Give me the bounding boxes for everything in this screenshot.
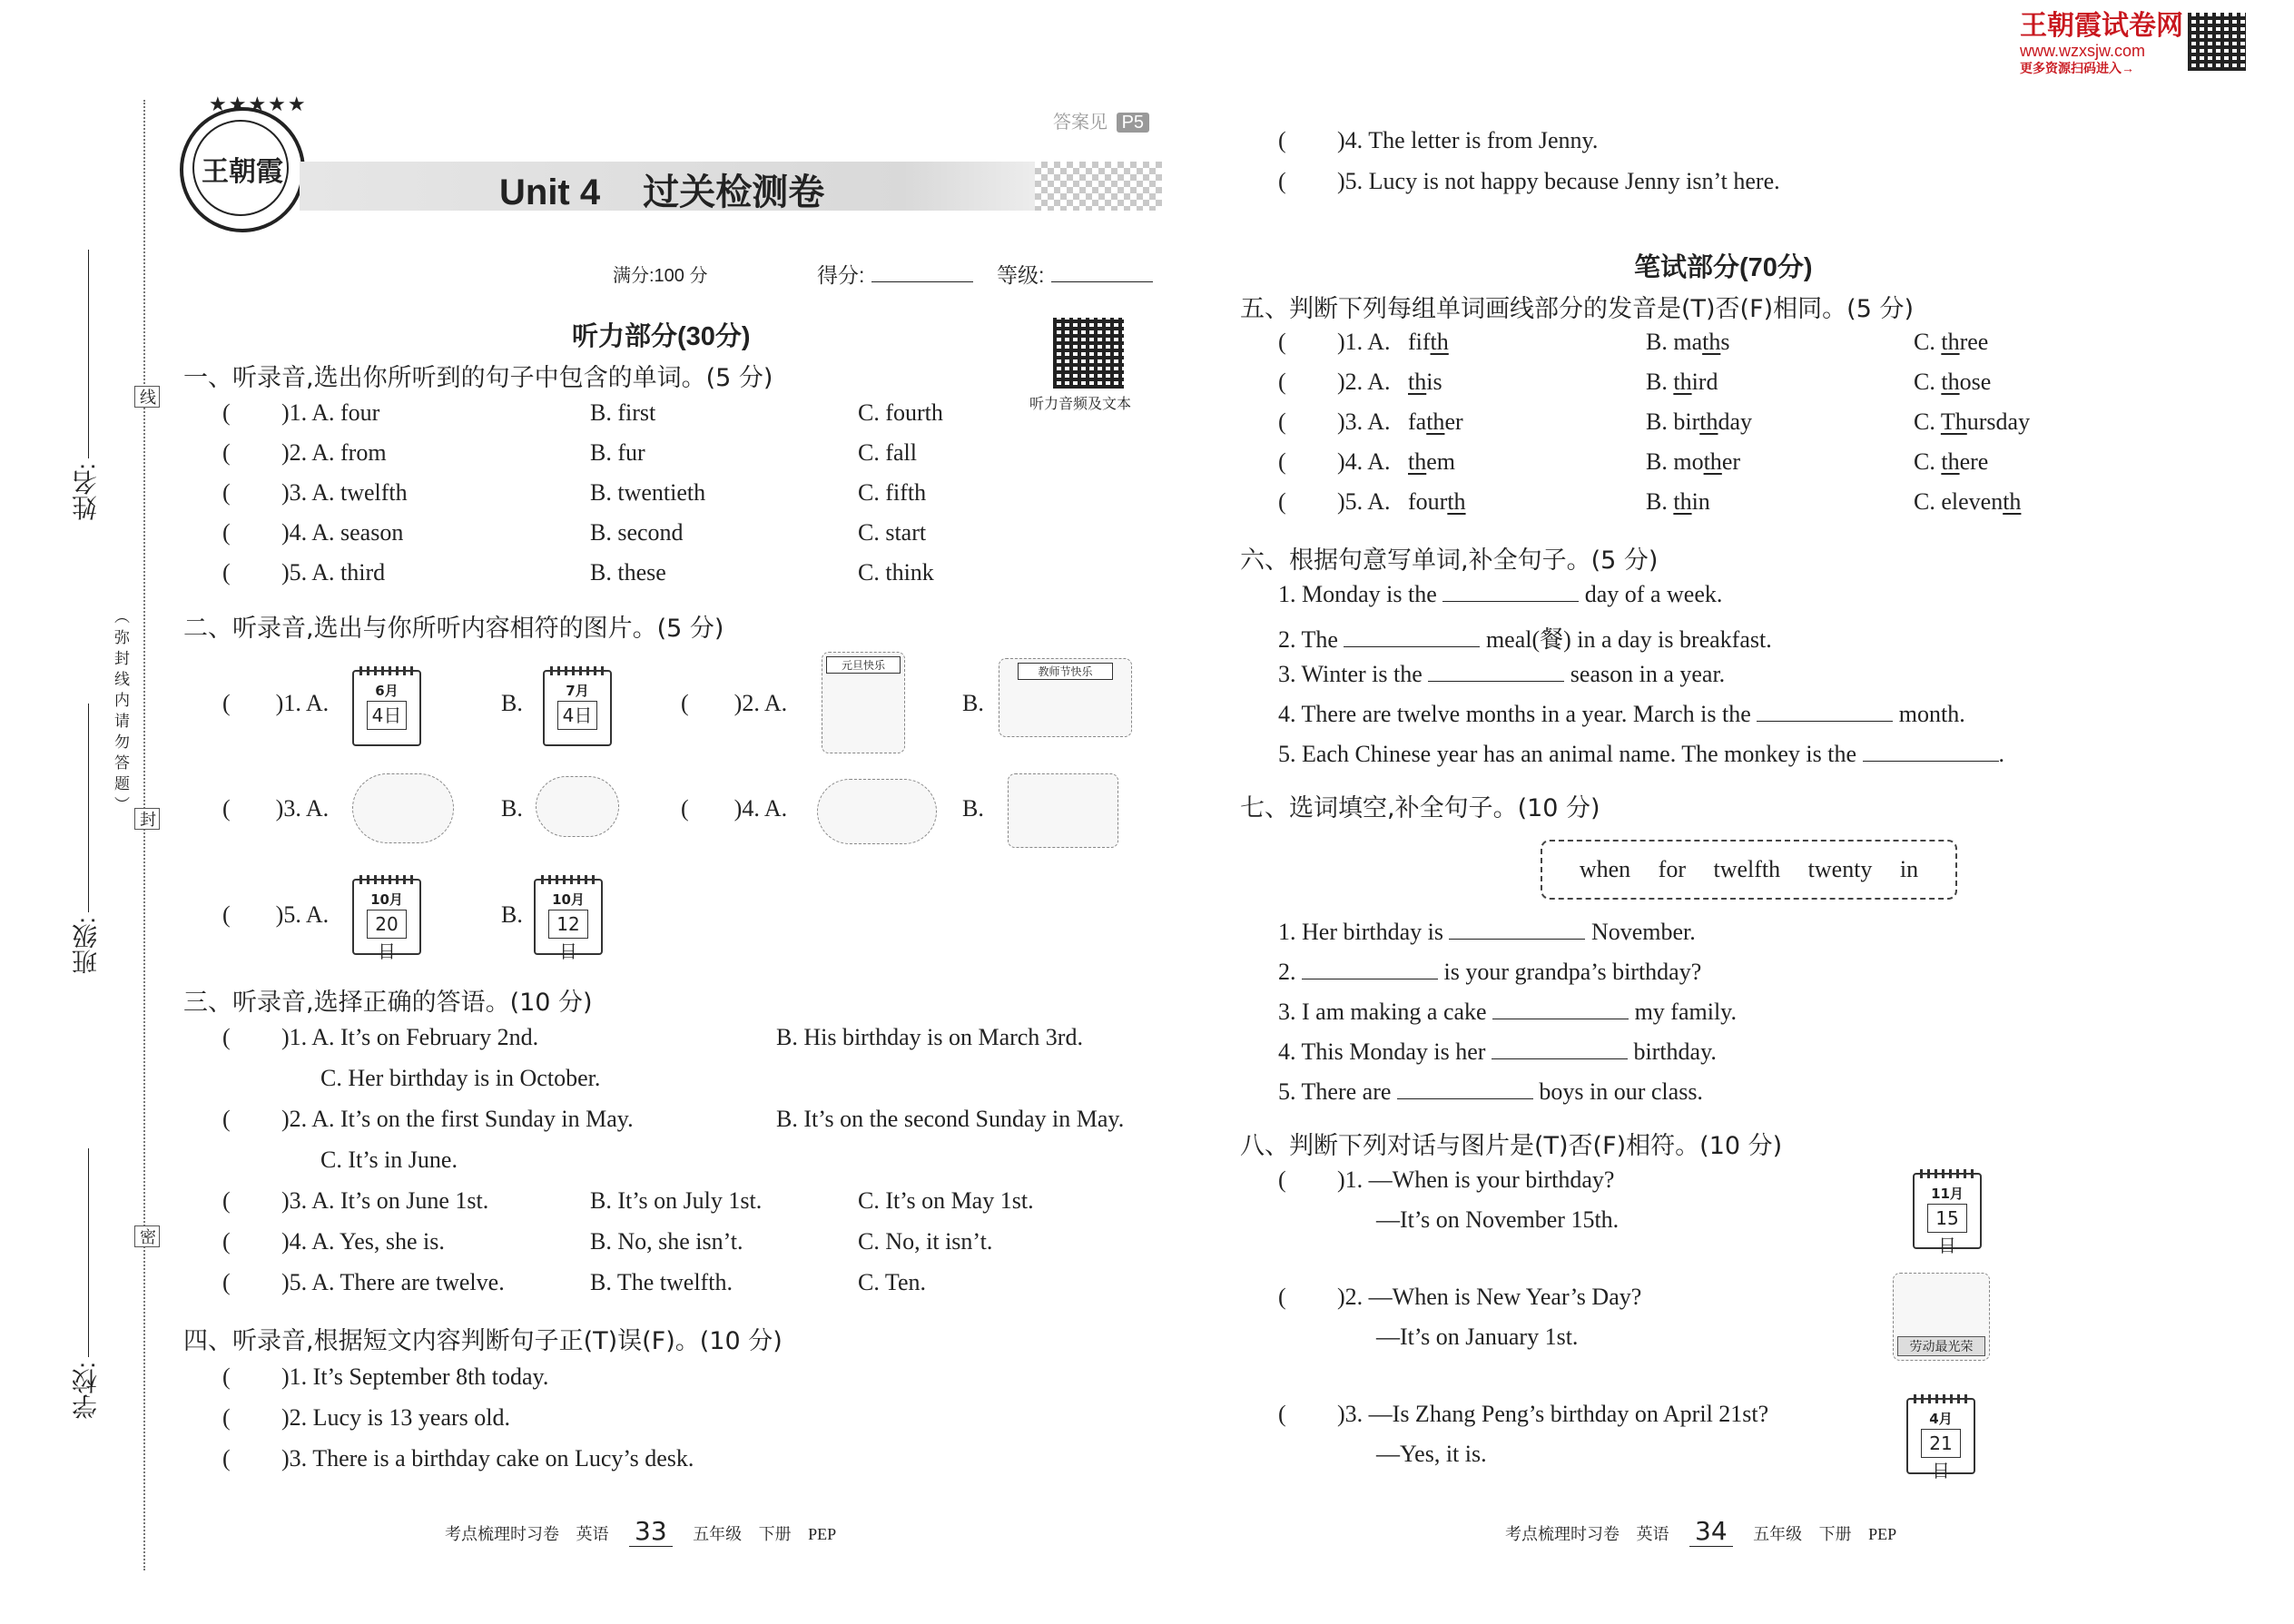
binding-dashed-line (143, 100, 145, 1570)
monkey-picture (1008, 773, 1118, 848)
list-item[interactable]: ( )4. A. season B. second C. start (222, 519, 927, 546)
section-1-title: 一、听录音,选出你所听到的句子中包含的单词。(5 分) (183, 364, 773, 392)
list-item[interactable]: 3. Winter is the season in a year. (1278, 661, 1726, 687)
list-item[interactable]: 5. There are boys in our class. (1278, 1078, 1703, 1105)
brand-tip: 更多资源扫码进入→ (2020, 61, 2134, 75)
seal-mark-2: 封 (134, 808, 160, 830)
list-item[interactable]: 3. I am making a cake my family. (1278, 999, 1737, 1025)
page-title (499, 163, 824, 215)
logo-badge (180, 93, 308, 232)
s2-q3-label[interactable]: ( )3. A. (222, 795, 330, 822)
answer-blank[interactable] (1492, 1042, 1628, 1059)
list-item[interactable]: ( )5. A. There are twelve. B. The twelfth. C. Ten. (222, 1269, 926, 1295)
answer-blank[interactable] (1449, 922, 1585, 940)
section-7-title: 七、选词填空,补全句子。(10 分) (1240, 794, 1600, 822)
s5-list (1278, 329, 2186, 528)
calendar-image-1a: 6月 4日 (352, 670, 421, 746)
answer-ref-page: P5 (1117, 113, 1149, 133)
s2-b4-label: B. (962, 795, 984, 822)
list-item[interactable]: 2. is your grandpa’s birthday? (1278, 959, 1702, 985)
calendar-image-d3: 4月 21日 (1906, 1398, 1975, 1474)
school-field[interactable] (68, 1148, 104, 1430)
list-item[interactable]: ( )2. A. this B. third C. those (1278, 369, 1992, 395)
s2-q4-label[interactable]: ( )4. A. (681, 795, 788, 822)
name-field[interactable] (68, 250, 104, 531)
s2-q1-label[interactable]: ( )1. A. (222, 690, 330, 716)
s8-dialog-1[interactable]: ( )1. —When is your birthday? —It’s on November 15th. (1278, 1166, 1620, 1233)
answer-blank[interactable] (1397, 1082, 1533, 1099)
dragon-boat-picture (817, 779, 937, 844)
class-label: 班级: (72, 917, 100, 975)
brand-url: www.wzxsjw.com (2020, 42, 2146, 60)
list-item[interactable]: ( )5. Lucy is not happy because Jenny isn’t here. (1278, 168, 1780, 194)
writing-title: 笔试部分(70分) (1634, 253, 1813, 282)
list-item[interactable]: ( )5. A. third B. these C. think (222, 559, 934, 586)
section-3-title: 三、听录音,选择正确的答语。(10 分) (183, 989, 593, 1017)
cookies-picture (536, 776, 619, 837)
score-blank[interactable] (871, 263, 973, 282)
word-bank-item: twelfth (1713, 856, 1781, 882)
list-item[interactable]: 1. Monday is the day of a week. (1278, 581, 1723, 607)
listening-title: 听力部分(30分) (572, 322, 751, 351)
s2-b3-label: B. (501, 795, 523, 822)
banner-checker (1035, 162, 1162, 211)
answer-blank[interactable] (1302, 962, 1438, 979)
title-unit: Unit 4 (499, 172, 601, 212)
audio-label: 听力音频及文本 (1029, 397, 1132, 412)
list-item[interactable]: ( )3. A. It’s on June 1st. B. It’s on July 1st. C. It’s on May 1st. (222, 1187, 1034, 1214)
list-item[interactable]: 4. There are twelve months in a year. March is the month. (1278, 701, 1965, 727)
name-label: 姓名: (72, 463, 100, 521)
star-icon: ★★★★★ (209, 93, 308, 115)
list-item[interactable]: ( )1. It’s September 8th today. (222, 1363, 549, 1390)
s4-list (222, 1363, 1039, 1486)
list-item[interactable]: ( )2. A. It’s on the first Sunday in May. B. It’s on the second Sunday in May. (222, 1106, 1125, 1132)
list-item[interactable]: ( )3. There is a birthday cake on Lucy’s desk. (222, 1445, 694, 1471)
section-5-title: 五、判断下列每组单词画线部分的发音是(T)否(F)相同。(5 分) (1240, 295, 1914, 323)
list-item[interactable]: ( )1. A. fifth B. maths C. three (1278, 329, 1989, 355)
word-bank (1541, 840, 1957, 900)
calendar-image-1b: 7月 4日 (543, 670, 612, 746)
list-item[interactable]: ( )1. A. four B. first C. fourth (222, 399, 943, 426)
section-8-title: 八、判断下列对话与图片是(T)否(F)相符。(10 分) (1240, 1132, 1783, 1160)
word-bank-item: twenty (1807, 856, 1873, 882)
list-item[interactable]: 5. Each Chinese year has an animal name. The monkey is the . (1278, 741, 2005, 767)
section-6-title: 六、根据句意写单词,补全句子。(5 分) (1240, 546, 1659, 575)
list-item[interactable]: ( )2. A. from B. fur C. fall (222, 439, 917, 466)
full-score: 满分:100 分 (613, 266, 708, 286)
list-item[interactable]: 1. Her birthday is November. (1278, 919, 1696, 945)
brand-qr-code[interactable] (2188, 13, 2246, 71)
calendar-image-5a: 10月 20日 (352, 879, 421, 955)
s4-cont-list (1278, 127, 2095, 209)
score-label: 得分: (817, 263, 865, 287)
brand-name: 王朝霞试卷网 (2020, 11, 2183, 41)
word-bank-item: when (1579, 856, 1631, 882)
list-item[interactable]: ( )1. A. It’s on February 2nd. B. His birthday is on March 3rd. (222, 1024, 1083, 1050)
list-item[interactable]: ( )4. The letter is from Jenny. (1278, 127, 1599, 153)
answer-ref-label: 答案见 (1053, 113, 1108, 133)
labor-day-picture: 劳动最光荣 (1893, 1273, 1990, 1361)
s8-dialog-3[interactable]: ( )3. —Is Zhang Peng’s birthday on April 21st? —Yes, it is. (1278, 1401, 1769, 1467)
list-item[interactable]: ( )3. A. father B. birthday C. Thursday (1278, 408, 2031, 435)
s8-dialog-2[interactable]: ( )2. —When is New Year’s Day? —It’s on January 1st. (1278, 1284, 1642, 1350)
answer-blank[interactable] (1344, 630, 1480, 647)
s2-q5-label[interactable]: ( )5. A. (222, 901, 330, 928)
seal-note: （弥封线内请勿答题） (112, 608, 129, 817)
s7-list (1278, 919, 2186, 1118)
class-field[interactable] (68, 704, 104, 994)
s2-q2-label[interactable]: ( )2. A. (681, 690, 788, 716)
list-item[interactable]: ( )3. A. twelfth B. twentieth C. fifth (222, 479, 927, 506)
footer-left: 考点梳理时习卷 英语 33 五年级 下册 PEP (445, 1516, 837, 1546)
cake-picture (352, 773, 454, 843)
list-item[interactable]: C. Her birthday is in October. (320, 1065, 601, 1091)
s6-list (1278, 581, 2186, 781)
answer-blank[interactable] (1442, 585, 1579, 602)
list-item[interactable]: 2. The meal(餐) in a day is breakfast. (1278, 626, 1772, 653)
footer-right: 考点梳理时习卷 英语 34 五年级 下册 PEP (1505, 1516, 1897, 1546)
s3-list (222, 1024, 1176, 1310)
calendar-image-d1: 11月 15日 (1913, 1173, 1982, 1249)
new-year-picture: 元旦快乐 (822, 652, 905, 753)
s2-b5-label: B. (501, 901, 523, 928)
section-4-title: 四、听录音,根据短文内容判断句子正(T)误(F)。(10 分) (183, 1327, 783, 1355)
grade-blank[interactable] (1051, 263, 1153, 282)
title-cn: 过关检测卷 (643, 172, 825, 212)
seal-mark-1: 线 (134, 386, 160, 408)
school-label: 学校: (72, 1362, 100, 1420)
answer-blank[interactable] (1492, 1002, 1629, 1019)
list-item[interactable]: ( )4. A. Yes, she is. B. No, she isn’t. C. No, it isn’t. (222, 1228, 993, 1255)
s1-list (222, 399, 1039, 599)
seal-mark-3: 密 (134, 1225, 160, 1247)
section-2-title: 二、听录音,选出与你所听内容相符的图片。(5 分) (183, 615, 724, 643)
logo-text: 王朝霞 (202, 156, 283, 188)
word-bank-item: in (1899, 856, 1919, 882)
list-item[interactable]: C. It’s in June. (320, 1147, 458, 1173)
page-number: 33 (629, 1516, 673, 1547)
answer-blank[interactable] (1428, 664, 1564, 682)
list-item[interactable]: 4. This Monday is her birthday. (1278, 1038, 1717, 1065)
s2-b1-label: B. (501, 690, 523, 716)
page-number: 34 (1689, 1516, 1733, 1547)
teachers-day-picture: 教师节快乐 (999, 658, 1132, 737)
grade-label: 等级: (997, 263, 1045, 287)
calendar-image-5b: 10月 12日 (534, 879, 603, 955)
audio-qr-code[interactable] (1053, 318, 1124, 389)
answer-blank[interactable] (1863, 744, 1999, 762)
list-item[interactable]: ( )4. A. them B. mother C. there (1278, 448, 1989, 475)
list-item[interactable]: ( )5. A. fourth B. thin C. eleventh (1278, 488, 2022, 515)
answer-blank[interactable] (1757, 704, 1893, 722)
word-bank-item: for (1658, 856, 1686, 882)
s2-b2-label: B. (962, 690, 984, 716)
list-item[interactable]: ( )2. Lucy is 13 years old. (222, 1404, 511, 1431)
answer-ref (1053, 107, 1149, 133)
